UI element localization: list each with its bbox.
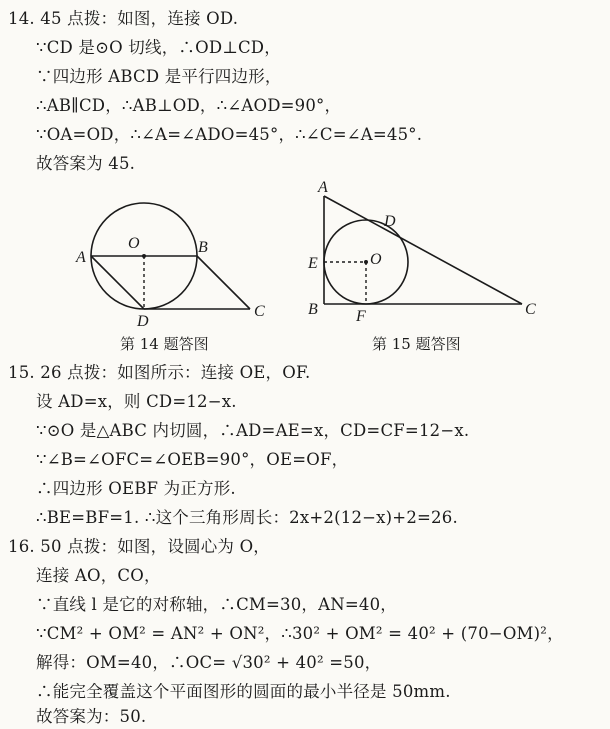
figure-14 bbox=[60, 200, 290, 330]
q14-line-5: 故答案为 45. bbox=[36, 154, 136, 173]
q16-line-4: 解得：OM=40，∴OC= √30² + 40² =50， bbox=[36, 653, 382, 672]
q15-header: 15. 26 点拨：如图所示：连接 OE，OF. bbox=[8, 363, 311, 382]
fig14-caption: 第 14 题答图 bbox=[120, 335, 209, 353]
fig14-label-B: B bbox=[198, 239, 208, 256]
q15-line-5: ∴BE=BF=1. ∴这个三角形周长：2x+2(12−x)+2=26. bbox=[36, 508, 458, 527]
fig14-label-D: D bbox=[137, 313, 149, 330]
q15-line-3: ∵∠B=∠OFC=∠OEB=90°，OE=OF， bbox=[36, 450, 349, 469]
q16-line-6: 故答案为：50. bbox=[36, 707, 147, 726]
q16-header: 16. 50 点拨：如图，设圆心为 O， bbox=[8, 537, 270, 556]
q14-line-2: ∵四边形 ABCD 是平行四边形， bbox=[36, 67, 282, 86]
fig15-label-D: D bbox=[384, 213, 396, 230]
fig14-center-dot bbox=[142, 254, 146, 258]
fig15-label-B: B bbox=[308, 301, 318, 318]
fig15-label-C: C bbox=[525, 301, 536, 318]
figure-15 bbox=[300, 178, 550, 323]
q14-line-4: ∵OA=OD，∴∠A=∠ADO=45°，∴∠C=∠A=45°. bbox=[36, 125, 423, 144]
q16-line-3: ∵CM² + OM² = AN² + ON²，∴30² + OM² = 40² + (70−OM)²， bbox=[36, 624, 564, 643]
fig14-label-A: A bbox=[76, 249, 86, 266]
fig14-label-C: C bbox=[254, 303, 265, 320]
fig15-caption: 第 15 题答图 bbox=[372, 335, 461, 353]
fig15-label-O: O bbox=[370, 251, 382, 268]
q15-line-4: ∴四边形 OEBF 为正方形. bbox=[36, 479, 236, 498]
q15-line-2: ∵⊙O 是△ABC 内切圆，∴AD=AE=x，CD=CF=12−x. bbox=[36, 421, 470, 440]
q14-line-3: ∴AB∥CD，∴AB⊥OD，∴∠AOD=90°， bbox=[36, 96, 342, 115]
fig14-label-O: O bbox=[128, 235, 140, 252]
q14-header: 14. 45 点拨：如图，连接 OD. bbox=[8, 9, 239, 28]
fig15-side-AC bbox=[324, 196, 522, 304]
q16-line-2: ∵直线 l 是它的对称轴，∴CM=30，AN=40， bbox=[36, 595, 397, 614]
q14-line-1: ∵CD 是⊙O 切线，∴OD⊥CD， bbox=[36, 38, 281, 57]
fig15-label-F: F bbox=[356, 308, 366, 323]
fig15-center-dot bbox=[364, 260, 368, 264]
q16-line-5: ∴能完全覆盖这个平面图形的圆面的最小半径是 50mm. bbox=[36, 682, 451, 701]
fig15-label-E: E bbox=[308, 255, 318, 272]
fig14-side-BC bbox=[197, 256, 250, 309]
q15-line-1: 设 AD=x，则 CD=12−x. bbox=[36, 392, 237, 411]
fig15-label-A: A bbox=[318, 179, 328, 196]
q16-line-1: 连接 AO，CO， bbox=[36, 566, 161, 585]
